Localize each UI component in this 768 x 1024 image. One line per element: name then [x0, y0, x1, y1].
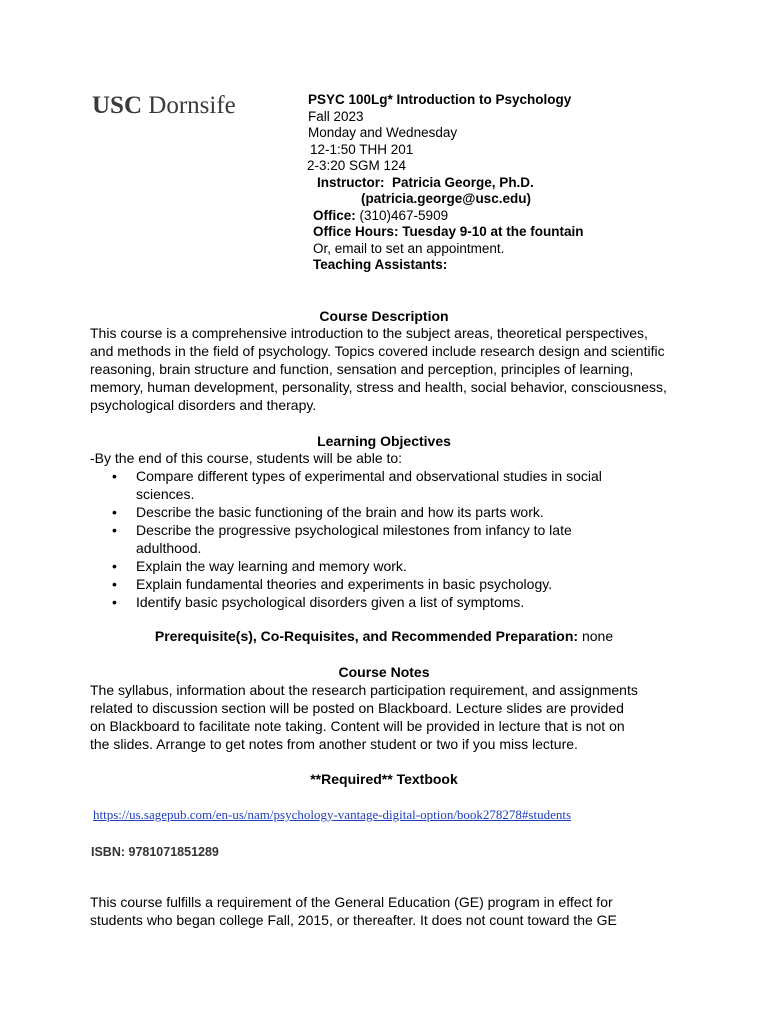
meeting-time-1: 12-1:50 THH 201 [310, 141, 414, 157]
list-item: • Compare different types of experimental and observational studies in social sciences. [112, 468, 602, 502]
list-item: • Explain fundamental theories and experiments in basic psychology. [112, 576, 553, 592]
list-item: • Identify basic psychological disorders given a list of symptoms. [112, 594, 525, 610]
meeting-time-2: 2-3:20 SGM 124 [307, 158, 407, 173]
course-notes-text: The syllabus, information about the research participation requirement, and assignments related to discussion section will be posted on Blackboard. Lecture slides are provided on Blackboard to facilitate note taking. Content will be provided in lecture that is not on the slides. Arrange to get notes from another student or two if you miss lecture. [90, 682, 638, 752]
course-title: PSYC 100Lg* Introduction to Psychology [308, 92, 572, 107]
learning-objectives-list [112, 467, 712, 611]
office: Office: (310)467-5909 [313, 207, 449, 223]
prerequisites: Prerequisite(s), Co-Requisites, and Recommended Preparation: none [154, 628, 614, 644]
instructor-email: (patricia.george@usc.edu) [361, 191, 531, 206]
office-hours: Office Hours: Tuesday 9-10 at the fountain [313, 224, 584, 239]
ge-note: This course fulfills a requirement of the General Education (GE) program in effect for students who began college Fall, 2015, or thereafter. It does not count toward the GE [90, 894, 617, 928]
course-description-text: This course is a comprehensive introduction to the subject areas, theoretical perspectives, and methods in the field of psychology. Topics covered include research design and scientific reasoning, brain structure and function, sensation and perception, principles of learning, memory, human development, personality, stress and health, social behavior, consciousness, psychological disorders and therapy. [90, 325, 667, 413]
instructor: Instructor: Patricia George, Ph.D. [317, 174, 534, 190]
textbook-heading: **Required** Textbook [310, 771, 458, 787]
list-item: • Explain the way learning and memory work. [112, 558, 407, 574]
textbook-isbn: ISBN: 9781071851289 [91, 845, 219, 859]
list-item: • Describe the basic functioning of the brain and how its parts work. [112, 504, 544, 520]
term: Fall 2023 [308, 108, 364, 124]
learning-objectives-intro: -By the end of this course, students will be able to: [90, 450, 403, 466]
textbook-link[interactable]: https://us.sagepub.com/en-us/nam/psychology-vantage-digital-option/book278278#students [93, 807, 572, 822]
usc-dornsife-logo: USC Dornsife [92, 92, 236, 119]
meeting-days: Monday and Wednesday [308, 125, 458, 140]
teaching-assistants-label: Teaching Assistants: [313, 257, 448, 272]
list-item: • Describe the progressive psychological milestones from infancy to late adulthood. [112, 522, 572, 556]
appointment-note: Or, email to set an appointment. [313, 240, 505, 256]
course-notes-heading: Course Notes [338, 664, 430, 680]
course-description-heading: Course Description [319, 308, 449, 324]
learning-objectives-heading: Learning Objectives [317, 433, 451, 449]
course-header [308, 92, 728, 274]
